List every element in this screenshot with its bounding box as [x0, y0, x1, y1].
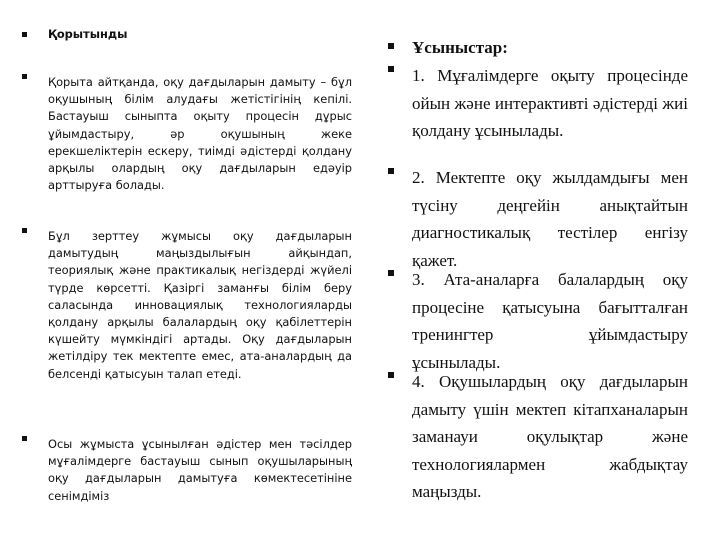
conclusion-paragraph	[22, 228, 352, 383]
recommendation-text: 3. Ата-аналарға балалардың оқу процесіне қатысуына бағытталған тренингтер ұйымдастыру ұсынылады.	[412, 270, 688, 372]
bullet-icon	[22, 74, 27, 79]
recommendations-heading: Ұсыныстар:	[412, 38, 508, 57]
bullet-icon	[388, 372, 394, 378]
conclusion-paragraph	[22, 436, 352, 505]
recommendation-text: 2. Мектепте оқу жылдамдығы мен түсіну деңгейін анықтайтын диагностикалық тестілер енгізу қажет.	[412, 168, 688, 270]
paragraph-text: Осы жұмыста ұсынылған әдістер мен тәсілдер мұғалімдерге бастауыш сынып оқушыларының оқу дағдыларын дамытуға көмектесетініне сенімдіміз	[48, 437, 352, 503]
paragraph-text: Қорыта айтқанда, оқу дағдыларын дамыту – бұл оқушының білім алудағы жетістігінің кепілі. Бастауыш сыныпта оқыту процесін дұрыс ұйымдастыру, әр оқушының жеке ерекшеліктерін ескеру, тиімді әдістерді қолдану арқылы олардың оқу дағдыларын едәуір арттыруға болады.	[48, 75, 352, 193]
bullet-icon	[388, 270, 394, 276]
conclusion-paragraph	[22, 74, 352, 194]
paragraph-text: Бұл зерттеу жұмысы оқу дағдыларын дамытудың маңыздылығын айқындап, теориялық және практикалық негіздерді жүйелі түрде көрсетті. Қазіргі заманғы білім беру саласында инновациялық технологияларды қолдану арқылы балалардың оқу қабілеттерін күшейту мүмкіндігі артады. Оқу дағдыларын жетілдіру тек мектепте емес, ата-аналардың да белсенді қатысуын талап етеді.	[48, 229, 352, 381]
bullet-icon	[388, 43, 394, 49]
recommendation-text: 4. Оқушылардың оқу дағдыларын дамыту үшін мектеп кітапханаларын заманауи оқулықтар және технологиялармен жабдықтау маңызды.	[412, 372, 688, 501]
recommendation-item	[388, 368, 688, 506]
bullet-icon	[388, 168, 394, 174]
bullet-icon	[388, 66, 394, 72]
bullet-icon	[22, 228, 27, 233]
bullet-icon	[22, 32, 27, 37]
conclusion-heading-item	[22, 26, 352, 43]
recommendation-item	[388, 164, 688, 274]
recommendation-item	[388, 62, 688, 145]
recommendation-item	[388, 266, 688, 376]
recommendations-heading-item	[388, 34, 688, 62]
recommendation-text: 1. Мұғалімдерге оқыту процесінде ойын және интерактивті әдістерді жиі қолдану ұсынылады.	[412, 66, 688, 140]
bullet-icon	[22, 436, 27, 441]
conclusion-heading: Қорытынды	[48, 27, 128, 41]
